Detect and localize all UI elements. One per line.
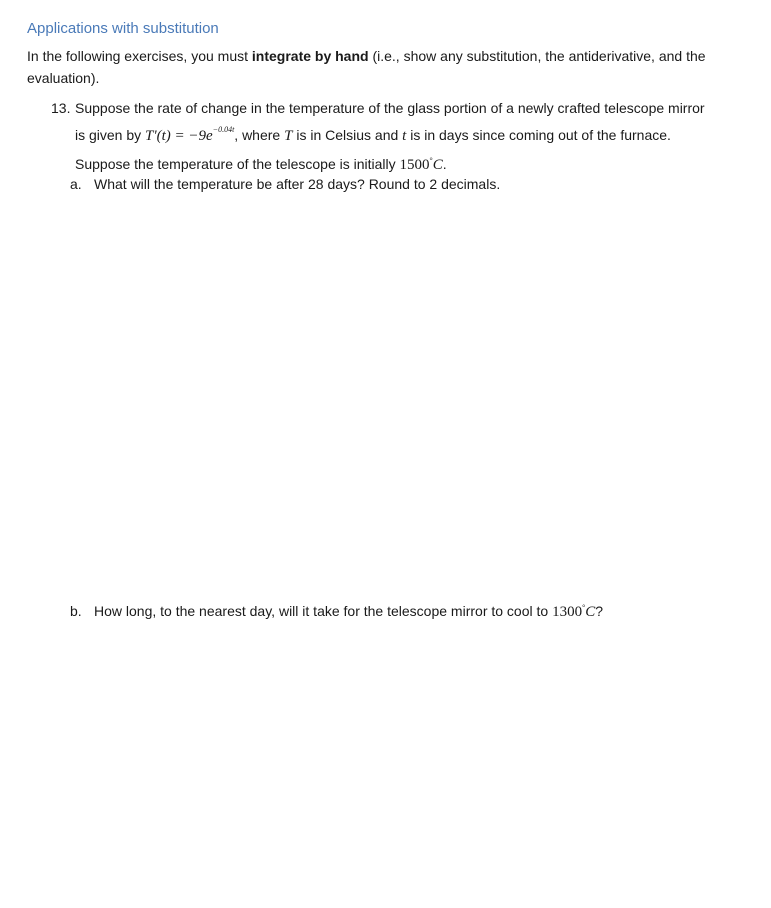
variable-T: T — [284, 128, 293, 144]
problem-text-line1: Suppose the rate of change in the temperature of the glass portion of a newly crafted telescope mirror — [75, 100, 705, 116]
degree-symbol: ° — [582, 603, 586, 612]
initial-temperature: 1500°C — [399, 156, 443, 173]
part-b-letter: b. — [70, 603, 82, 619]
intro-bold: integrate by hand — [251, 48, 369, 64]
part-a-letter: a. — [70, 176, 82, 192]
degree-symbol: ° — [429, 156, 433, 165]
days-text: is in days since coming out of the furnace. — [406, 127, 671, 143]
part-b-end: ? — [595, 603, 604, 619]
initial-text: Suppose the temperature of the telescope is initially — [75, 156, 400, 172]
variable-t: t — [402, 128, 407, 144]
intro-suffix: (i.e., show any substitution, the antiderivative, and the evaluation). — [27, 48, 706, 86]
initial-end: . — [442, 156, 447, 172]
problem-number: 13. — [51, 100, 71, 116]
rate-formula — [145, 125, 235, 144]
where-text: , where — [234, 127, 285, 143]
problem-line-1 — [51, 97, 751, 119]
part-a-question: What will the temperature be after 28 days? Round to 2 decimals. — [94, 176, 501, 192]
formula-exponent: −0.04t — [212, 125, 235, 134]
intro-prefix: In the following exercises, you must — [27, 48, 252, 64]
target-temperature: 1300°C — [552, 603, 596, 620]
celsius-text: is in Celsius and — [292, 127, 403, 143]
given-by-text: is given by — [75, 127, 146, 143]
part-b-question: How long, to the nearest day, will it take for the telescope mirror to cool to — [94, 603, 553, 619]
part-b — [70, 597, 603, 623]
instructions-paragraph — [27, 45, 752, 89]
section-heading: Applications with substitution — [27, 20, 219, 37]
problem-line-2 — [51, 119, 751, 147]
problem-13 — [51, 97, 751, 147]
formula-lhs: T'(t) = −9e — [145, 128, 213, 144]
part-a — [70, 173, 500, 195]
